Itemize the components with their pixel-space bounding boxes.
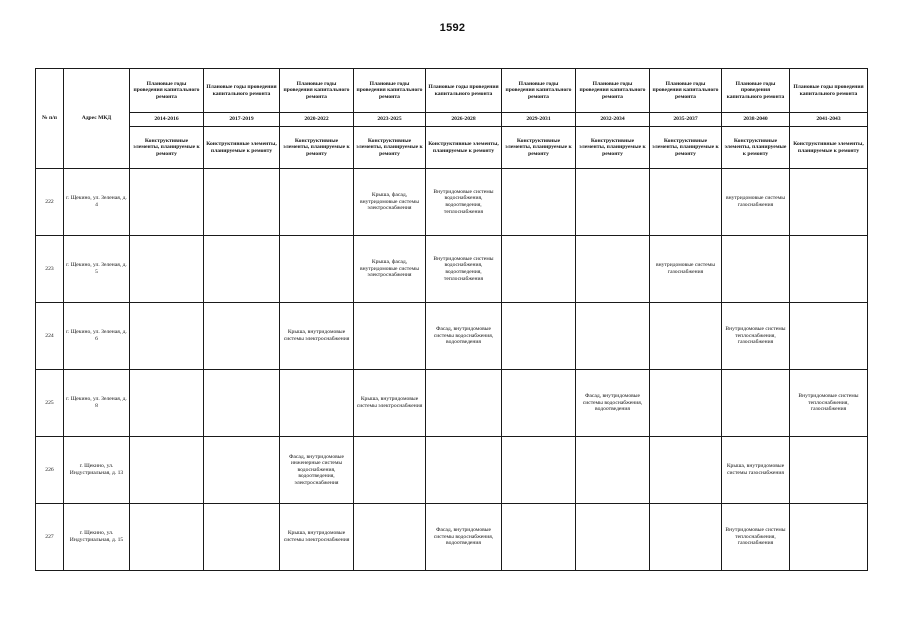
column-header-elements: Конструктивные элементы, планируемые к ремонту: [204, 127, 280, 169]
column-header-number: № п/п: [36, 69, 64, 169]
repair-cell: [130, 437, 204, 504]
repair-cell: [204, 236, 280, 303]
repair-cell: [790, 437, 868, 504]
repair-cell: [650, 437, 722, 504]
row-number: 224: [36, 303, 64, 370]
column-header-period: Плановые годы проведения капитального ремонта: [280, 69, 354, 113]
column-header-elements: Конструктивные элементы, планируемые к ремонту: [354, 127, 426, 169]
repair-cell: [426, 370, 502, 437]
repair-cell: [790, 504, 868, 571]
repair-cell: [204, 169, 280, 236]
row-number: 227: [36, 504, 64, 571]
repair-cell: [502, 303, 576, 370]
table-row: [36, 303, 868, 370]
repair-cell: Внутридомовые системы водоснабжения, водоотведения, теплоснабжения: [426, 169, 502, 236]
repair-cell: [130, 504, 204, 571]
table-row: [36, 169, 868, 236]
table-row: [36, 236, 868, 303]
repair-cell: [502, 504, 576, 571]
repair-cell: [722, 236, 790, 303]
column-header-years: 2038-2040: [722, 113, 790, 127]
repair-cell: [280, 169, 354, 236]
column-header-years: 2020-2022: [280, 113, 354, 127]
column-header-elements: Конструктивные элементы, планируемые к ремонту: [280, 127, 354, 169]
repair-cell: Крыша, внутридомовые системы газоснабжения: [722, 437, 790, 504]
column-header-years: 2014-2016: [130, 113, 204, 127]
repair-cell: [790, 169, 868, 236]
repair-cell: [650, 169, 722, 236]
column-header-years: 2017-2019: [204, 113, 280, 127]
column-header-elements: Конструктивные элементы, планируемые к ремонту: [650, 127, 722, 169]
repair-cell: внутридомовые системы газоснабжения: [650, 236, 722, 303]
column-header-period: Плановые годы проведения капитального ремонта: [354, 69, 426, 113]
repair-cell: [576, 504, 650, 571]
repair-cell: [204, 437, 280, 504]
repair-cell: [502, 169, 576, 236]
column-header-years: 2032-2034: [576, 113, 650, 127]
repair-cell: [790, 303, 868, 370]
column-header-period: Плановые годы проведения капитального ремонта: [204, 69, 280, 113]
repair-cell: Крыша, фасад, внутридомовые системы электроснабжения: [354, 236, 426, 303]
repair-cell: [576, 236, 650, 303]
column-header-elements: Конструктивные элементы, планируемые к ремонту: [790, 127, 868, 169]
repair-cell: [204, 370, 280, 437]
column-header-period: Плановые годы проведения капитального ремонта: [130, 69, 204, 113]
column-header-elements: Конструктивные элементы, планируемые к ремонту: [130, 127, 204, 169]
repair-cell: Фасад, внутридомовые системы водоснабжения, водоотведения: [426, 303, 502, 370]
column-header-elements: Конструктивные элементы, планируемые к ремонту: [722, 127, 790, 169]
repair-cell: [354, 504, 426, 571]
repair-cell: [280, 236, 354, 303]
repair-cell: [790, 236, 868, 303]
table-row: [36, 437, 868, 504]
row-address: г. Щекино, ул. Зеленая, д. 6: [64, 303, 130, 370]
repair-cell: [354, 303, 426, 370]
repair-cell: [650, 370, 722, 437]
row-address: г. Щекино, ул. Зеленая, д. 5: [64, 236, 130, 303]
repair-cell: Внутридомовые системы водоснабжения, водоотведения, теплоснабжения: [426, 236, 502, 303]
repair-cell: [502, 236, 576, 303]
column-header-period: Плановые годы проведения капитального ремонта: [426, 69, 502, 113]
row-address: г. Щекино, ул. Индустриальная, д. 15: [64, 504, 130, 571]
repair-cell: [130, 370, 204, 437]
repair-cell: [204, 303, 280, 370]
row-number: 222: [36, 169, 64, 236]
repair-cell: [502, 370, 576, 437]
repair-cell: [130, 303, 204, 370]
column-header-years: 2041-2043: [790, 113, 868, 127]
repair-cell: Крыша, внутридомовые системы электроснабжения: [280, 504, 354, 571]
column-header-years: 2035-2037: [650, 113, 722, 127]
column-header-address: Адрес МКД: [64, 69, 130, 169]
column-header-elements: Конструктивные элементы, планируемые к ремонту: [426, 127, 502, 169]
row-number: 223: [36, 236, 64, 303]
header-row-periods: [36, 69, 868, 113]
column-header-years: 2023-2025: [354, 113, 426, 127]
repair-cell: Внутридомовые системы теплоснабжения, газоснабжения: [790, 370, 868, 437]
repair-cell: [576, 169, 650, 236]
row-number: 225: [36, 370, 64, 437]
column-header-period: Плановые годы проведения капитального ремонта: [576, 69, 650, 113]
repair-cell: Внутридомовые системы теплоснабжения, газоснабжения: [722, 303, 790, 370]
row-address: г. Щекино, ул. Зеленая, д. 8: [64, 370, 130, 437]
repair-cell: [576, 437, 650, 504]
repair-cell: [650, 504, 722, 571]
repair-cell: [576, 303, 650, 370]
repair-cell: [130, 169, 204, 236]
repair-cell: Фасад, внутридомовые системы водоснабжения, водоотведения: [576, 370, 650, 437]
capital-repair-schedule-table: [35, 68, 868, 571]
column-header-period: Плановые годы проведения капитального ремонта: [502, 69, 576, 113]
column-header-period: Плановые годы проведения капитального ремонта: [650, 69, 722, 113]
repair-cell: [426, 437, 502, 504]
column-header-period: Плановые годы проведения капитального ремонта: [722, 69, 790, 113]
repair-cell: Фасад, внутридомовые системы водоснабжения, водоотведения: [426, 504, 502, 571]
repair-cell: [280, 370, 354, 437]
column-header-years: 2029-2031: [502, 113, 576, 127]
column-header-elements: Конструктивные элементы, планируемые к ремонту: [502, 127, 576, 169]
repair-cell: [502, 437, 576, 504]
repair-cell: Внутридомовые системы теплоснабжения, газоснабжения: [722, 504, 790, 571]
repair-cell: внутридомовые системы газоснабжения: [722, 169, 790, 236]
repair-cell: [354, 437, 426, 504]
column-header-years: 2026-2028: [426, 113, 502, 127]
repair-cell: [204, 504, 280, 571]
header-row-elements: [36, 127, 868, 169]
column-header-period: Плановые годы проведения капитального ремонта: [790, 69, 868, 113]
column-header-elements: Конструктивные элементы, планируемые к ремонту: [576, 127, 650, 169]
repair-cell: Фасад, внутридомовые инженерные системы водоснабжения, водоотведения, электроснабжения: [280, 437, 354, 504]
table-row: [36, 504, 868, 571]
repair-cell: [130, 236, 204, 303]
repair-cell: [722, 370, 790, 437]
repair-cell: Крыша, фасад, внутридомовые системы электроснабжения: [354, 169, 426, 236]
table-row: [36, 370, 868, 437]
repair-cell: Крыша, внутридомовые системы электроснабжения: [354, 370, 426, 437]
header-row-years: [36, 113, 868, 127]
repair-cell: [650, 303, 722, 370]
row-number: 226: [36, 437, 64, 504]
page-number: 1592: [439, 22, 466, 34]
row-address: г. Щекино, ул. Индустриальная, д. 13: [64, 437, 130, 504]
repair-cell: Крыша, внутридомовые системы электроснабжения: [280, 303, 354, 370]
row-address: г. Щекино, ул. Зеленая, д. 4: [64, 169, 130, 236]
